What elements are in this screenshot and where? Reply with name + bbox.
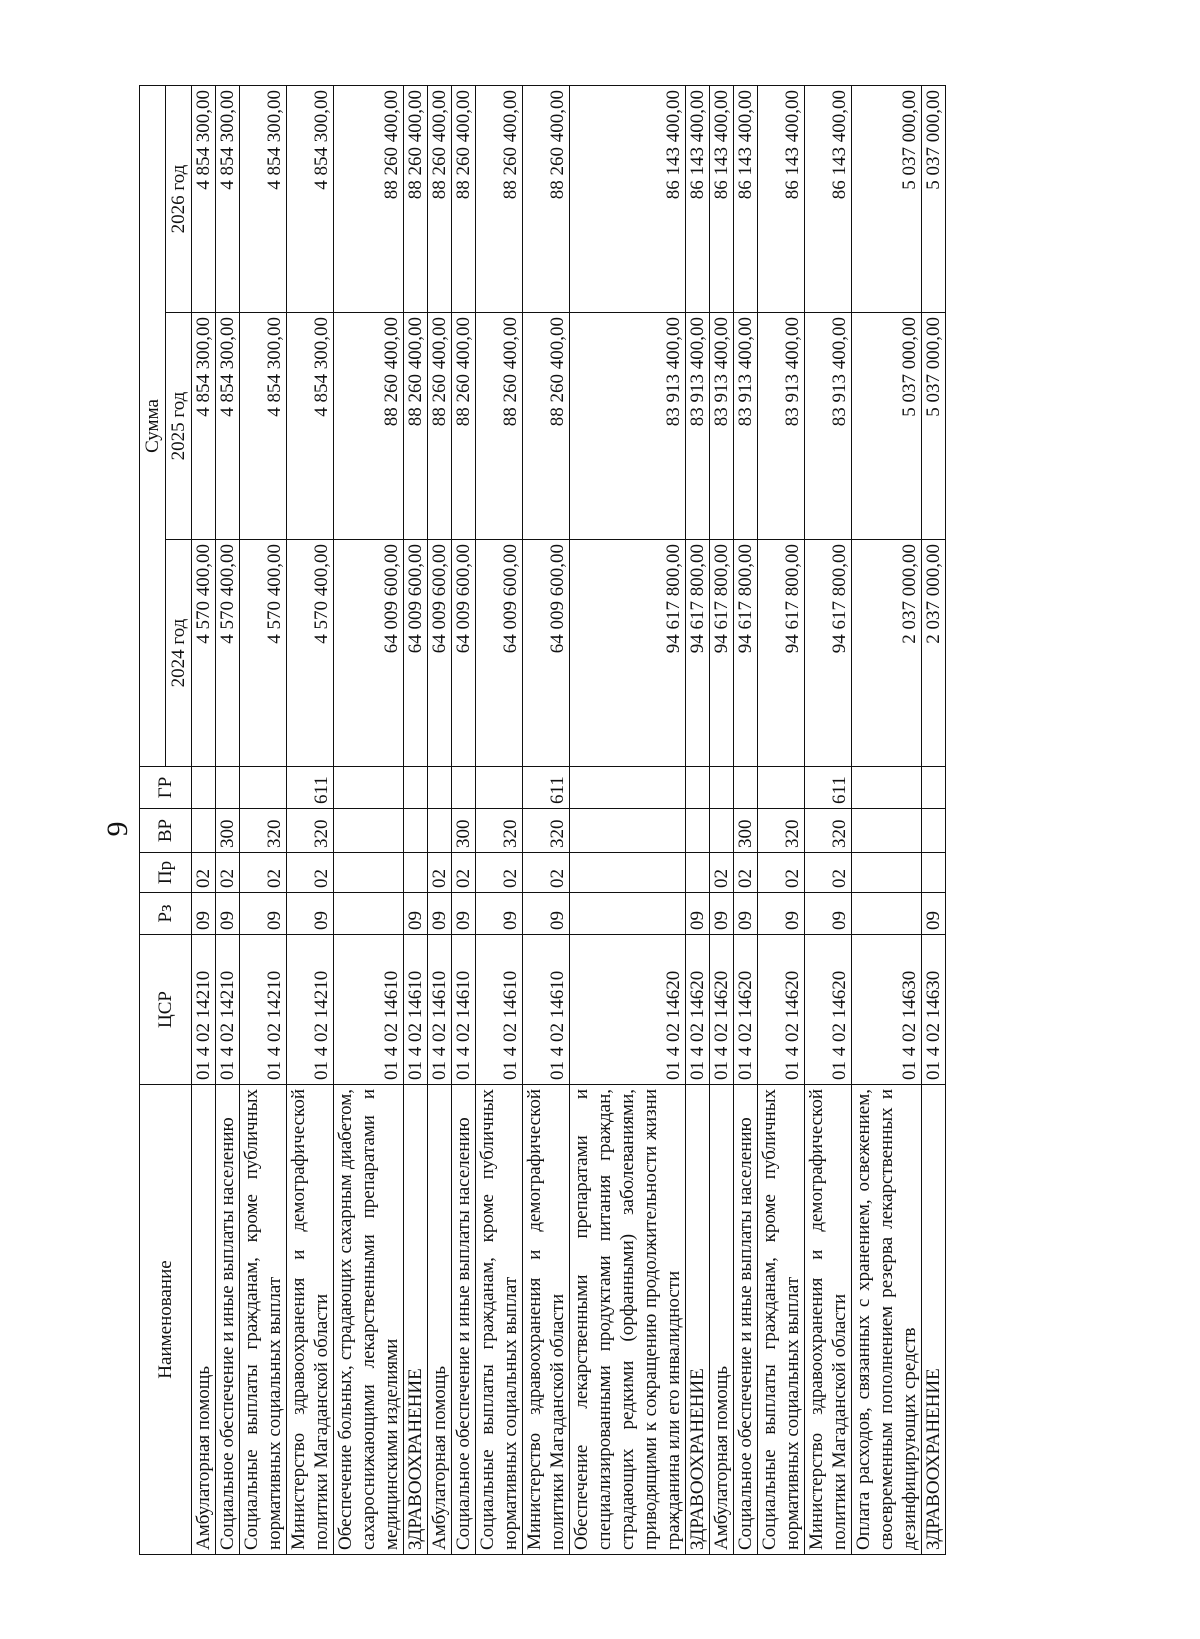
row-pr: 02 — [523, 853, 570, 893]
row-sum-2026: 4 854 300,00 — [192, 85, 216, 312]
row-rz: 09 — [216, 893, 240, 935]
row-vr: 300 — [452, 809, 476, 853]
header-2026: 2026 год — [166, 85, 192, 312]
row-sum-2024: 2 037 000,00 — [922, 540, 946, 767]
row-gr: 611 — [287, 767, 334, 809]
row-name: Амбулаторная помощь — [192, 1085, 216, 1555]
table-row — [523, 85, 570, 1554]
row-sum-2026: 86 143 400,00 — [570, 85, 686, 312]
budget-table — [139, 85, 946, 1555]
row-csr: 01 4 02 14210 — [287, 935, 334, 1085]
row-csr: 01 4 02 14620 — [734, 935, 758, 1085]
row-sum-2026: 86 143 400,00 — [686, 85, 710, 312]
row-sum-2024: 94 617 800,00 — [805, 540, 852, 767]
table-row — [404, 85, 428, 1554]
row-sum-2024: 64 009 600,00 — [428, 540, 452, 767]
row-pr — [852, 853, 922, 893]
table-row — [852, 85, 922, 1554]
row-sum-2025: 83 913 400,00 — [758, 313, 805, 540]
table-row — [334, 85, 404, 1554]
row-rz: 09 — [805, 893, 852, 935]
row-vr — [192, 809, 216, 853]
row-pr: 02 — [240, 853, 287, 893]
header-2024: 2024 год — [166, 540, 192, 767]
row-sum-2025: 88 260 400,00 — [334, 313, 404, 540]
row-gr — [710, 767, 734, 809]
table-header — [140, 85, 192, 1554]
table-row — [287, 85, 334, 1554]
row-sum-2025: 83 913 400,00 — [710, 313, 734, 540]
row-gr — [192, 767, 216, 809]
row-vr: 300 — [216, 809, 240, 853]
row-gr — [922, 767, 946, 809]
row-sum-2026: 86 143 400,00 — [734, 85, 758, 312]
row-name: ЗДРАВООХРАНЕНИЕ — [404, 1085, 428, 1555]
row-name: Амбулаторная помощь — [710, 1085, 734, 1555]
row-name: Социальные выплаты гражданам, кроме публичных нормативных социальных выплат — [240, 1085, 287, 1555]
row-pr: 02 — [192, 853, 216, 893]
row-csr: 01 4 02 14610 — [428, 935, 452, 1085]
row-sum-2024: 64 009 600,00 — [404, 540, 428, 767]
row-sum-2025: 5 037 000,00 — [922, 313, 946, 540]
header-gr: ГР — [140, 767, 192, 809]
row-name: Социальные выплаты гражданам, кроме публичных нормативных социальных выплат — [758, 1085, 805, 1555]
row-sum-2026: 88 260 400,00 — [334, 85, 404, 312]
row-sum-2024: 94 617 800,00 — [758, 540, 805, 767]
row-sum-2024: 64 009 600,00 — [523, 540, 570, 767]
row-name: Министерство здравоохранения и демографической политики Магаданской области — [523, 1085, 570, 1555]
header-name: Наименование — [140, 1085, 192, 1555]
row-gr — [428, 767, 452, 809]
row-gr: 611 — [523, 767, 570, 809]
row-pr: 02 — [216, 853, 240, 893]
row-vr: 320 — [523, 809, 570, 853]
row-vr — [686, 809, 710, 853]
row-sum-2026: 4 854 300,00 — [216, 85, 240, 312]
row-sum-2024: 64 009 600,00 — [334, 540, 404, 767]
row-rz: 09 — [240, 893, 287, 935]
row-name: ЗДРАВООХРАНЕНИЕ — [922, 1085, 946, 1555]
row-vr: 320 — [805, 809, 852, 853]
row-gr — [476, 767, 523, 809]
row-pr — [686, 853, 710, 893]
row-sum-2025: 88 260 400,00 — [404, 313, 428, 540]
budget-table-sheet — [139, 85, 1061, 1555]
row-sum-2025: 4 854 300,00 — [240, 313, 287, 540]
row-csr: 01 4 02 14620 — [686, 935, 710, 1085]
row-csr: 01 4 02 14630 — [922, 935, 946, 1085]
row-vr — [428, 809, 452, 853]
row-sum-2024: 4 570 400,00 — [240, 540, 287, 767]
row-sum-2026: 86 143 400,00 — [710, 85, 734, 312]
row-rz: 09 — [452, 893, 476, 935]
row-gr — [734, 767, 758, 809]
row-pr — [404, 853, 428, 893]
row-csr: 01 4 02 14620 — [805, 935, 852, 1085]
row-vr: 320 — [240, 809, 287, 853]
row-sum-2026: 86 143 400,00 — [758, 85, 805, 312]
row-name: Обеспечение больных, страдающих сахарным диабетом, сахароснижающими лекарственными препаратами и медицинскими изделиями — [334, 1085, 404, 1555]
row-sum-2025: 83 913 400,00 — [734, 313, 758, 540]
row-rz: 09 — [922, 893, 946, 935]
row-rz — [334, 893, 404, 935]
table-row — [216, 85, 240, 1554]
row-sum-2026: 5 037 000,00 — [922, 85, 946, 312]
row-sum-2024: 4 570 400,00 — [287, 540, 334, 767]
row-rz: 09 — [428, 893, 452, 935]
row-csr: 01 4 02 14620 — [570, 935, 686, 1085]
row-name: Оплата расходов, связанных с хранением, освежением, своевременным пополнением резерва лекарственных и дезинфицирующих средств — [852, 1085, 922, 1555]
table-body — [192, 85, 946, 1554]
row-sum-2026: 88 260 400,00 — [452, 85, 476, 312]
row-name: Социальные выплаты гражданам, кроме публичных нормативных социальных выплат — [476, 1085, 523, 1555]
row-sum-2026: 5 037 000,00 — [852, 85, 922, 312]
row-sum-2024: 4 570 400,00 — [192, 540, 216, 767]
row-gr — [452, 767, 476, 809]
row-rz: 09 — [710, 893, 734, 935]
row-vr — [570, 809, 686, 853]
page-number: 9 — [101, 821, 134, 837]
row-csr: 01 4 02 14630 — [852, 935, 922, 1085]
row-csr: 01 4 02 14610 — [476, 935, 523, 1085]
table-row — [428, 85, 452, 1554]
row-rz: 09 — [192, 893, 216, 935]
row-pr — [334, 853, 404, 893]
row-gr — [758, 767, 805, 809]
row-vr — [404, 809, 428, 853]
row-vr — [710, 809, 734, 853]
row-pr: 02 — [428, 853, 452, 893]
table-row — [192, 85, 216, 1554]
row-pr: 02 — [758, 853, 805, 893]
row-sum-2025: 88 260 400,00 — [428, 313, 452, 540]
row-rz — [570, 893, 686, 935]
row-sum-2025: 88 260 400,00 — [452, 313, 476, 540]
row-name: Амбулаторная помощь — [428, 1085, 452, 1555]
row-name: Социальное обеспечение и иные выплаты населению — [452, 1085, 476, 1555]
table-row — [922, 85, 946, 1554]
row-pr: 02 — [476, 853, 523, 893]
header-csr: ЦСР — [140, 935, 192, 1085]
row-sum-2026: 4 854 300,00 — [240, 85, 287, 312]
row-rz: 09 — [523, 893, 570, 935]
row-rz — [852, 893, 922, 935]
row-pr: 02 — [287, 853, 334, 893]
row-pr: 02 — [805, 853, 852, 893]
row-vr — [922, 809, 946, 853]
row-csr: 01 4 02 14620 — [710, 935, 734, 1085]
row-sum-2026: 86 143 400,00 — [805, 85, 852, 312]
table-row — [758, 85, 805, 1554]
row-sum-2026: 88 260 400,00 — [404, 85, 428, 312]
header-2025: 2025 год — [166, 313, 192, 540]
table-row — [570, 85, 686, 1554]
row-sum-2025: 88 260 400,00 — [476, 313, 523, 540]
table-row — [686, 85, 710, 1554]
header-pr: Пр — [140, 853, 192, 893]
table-row — [734, 85, 758, 1554]
table-row — [805, 85, 852, 1554]
row-name: Министерство здравоохранения и демографической политики Магаданской области — [805, 1085, 852, 1555]
row-name: ЗДРАВООХРАНЕНИЕ — [686, 1085, 710, 1555]
row-sum-2025: 4 854 300,00 — [192, 313, 216, 540]
row-gr — [852, 767, 922, 809]
row-pr: 02 — [734, 853, 758, 893]
row-pr: 02 — [710, 853, 734, 893]
row-name: Социальное обеспечение и иные выплаты населению — [216, 1085, 240, 1555]
row-rz: 09 — [734, 893, 758, 935]
row-sum-2025: 83 913 400,00 — [805, 313, 852, 540]
row-sum-2026: 88 260 400,00 — [476, 85, 523, 312]
row-sum-2025: 4 854 300,00 — [216, 313, 240, 540]
row-vr — [852, 809, 922, 853]
row-sum-2026: 88 260 400,00 — [523, 85, 570, 312]
row-csr: 01 4 02 14610 — [452, 935, 476, 1085]
table-row — [452, 85, 476, 1554]
header-vr: ВР — [140, 809, 192, 853]
row-sum-2025: 88 260 400,00 — [523, 313, 570, 540]
row-vr: 320 — [758, 809, 805, 853]
row-sum-2024: 94 617 800,00 — [570, 540, 686, 767]
row-sum-2025: 83 913 400,00 — [570, 313, 686, 540]
row-gr: 611 — [805, 767, 852, 809]
row-rz: 09 — [686, 893, 710, 935]
row-gr — [216, 767, 240, 809]
table-row — [240, 85, 287, 1554]
row-csr: 01 4 02 14210 — [216, 935, 240, 1085]
row-sum-2024: 64 009 600,00 — [452, 540, 476, 767]
row-rz: 09 — [758, 893, 805, 935]
row-csr: 01 4 02 14210 — [192, 935, 216, 1085]
row-name: Министерство здравоохранения и демографической политики Магаданской области — [287, 1085, 334, 1555]
row-csr: 01 4 02 14210 — [240, 935, 287, 1085]
row-sum-2026: 4 854 300,00 — [287, 85, 334, 312]
row-rz: 09 — [404, 893, 428, 935]
row-csr: 01 4 02 14610 — [404, 935, 428, 1085]
row-vr: 300 — [734, 809, 758, 853]
row-sum-2024: 94 617 800,00 — [734, 540, 758, 767]
row-gr — [240, 767, 287, 809]
row-gr — [404, 767, 428, 809]
row-vr: 320 — [287, 809, 334, 853]
row-csr: 01 4 02 14620 — [758, 935, 805, 1085]
row-gr — [334, 767, 404, 809]
row-sum-2024: 64 009 600,00 — [476, 540, 523, 767]
row-vr — [334, 809, 404, 853]
row-rz: 09 — [287, 893, 334, 935]
row-csr: 01 4 02 14610 — [523, 935, 570, 1085]
row-sum-2025: 83 913 400,00 — [686, 313, 710, 540]
row-rz: 09 — [476, 893, 523, 935]
table-row — [476, 85, 523, 1554]
row-pr: 02 — [452, 853, 476, 893]
row-sum-2024: 2 037 000,00 — [852, 540, 922, 767]
row-sum-2026: 88 260 400,00 — [428, 85, 452, 312]
row-name: Обеспечение лекарственными препаратами и специализированными продуктами питания граждан, страдающих редкими (орфанными) заболеваниями, приводящими к сокращению продолжительности жизни гражданина или его инвалидности — [570, 1085, 686, 1555]
row-gr — [686, 767, 710, 809]
row-sum-2025: 5 037 000,00 — [852, 313, 922, 540]
row-sum-2024: 94 617 800,00 — [686, 540, 710, 767]
row-sum-2024: 4 570 400,00 — [216, 540, 240, 767]
row-pr — [570, 853, 686, 893]
header-sum: Сумма — [140, 85, 166, 766]
row-name: Социальное обеспечение и иные выплаты населению — [734, 1085, 758, 1555]
row-csr: 01 4 02 14610 — [334, 935, 404, 1085]
header-rz: Рз — [140, 893, 192, 935]
row-sum-2024: 94 617 800,00 — [710, 540, 734, 767]
row-pr — [922, 853, 946, 893]
row-vr: 320 — [476, 809, 523, 853]
table-row — [710, 85, 734, 1554]
row-sum-2025: 4 854 300,00 — [287, 313, 334, 540]
row-gr — [570, 767, 686, 809]
